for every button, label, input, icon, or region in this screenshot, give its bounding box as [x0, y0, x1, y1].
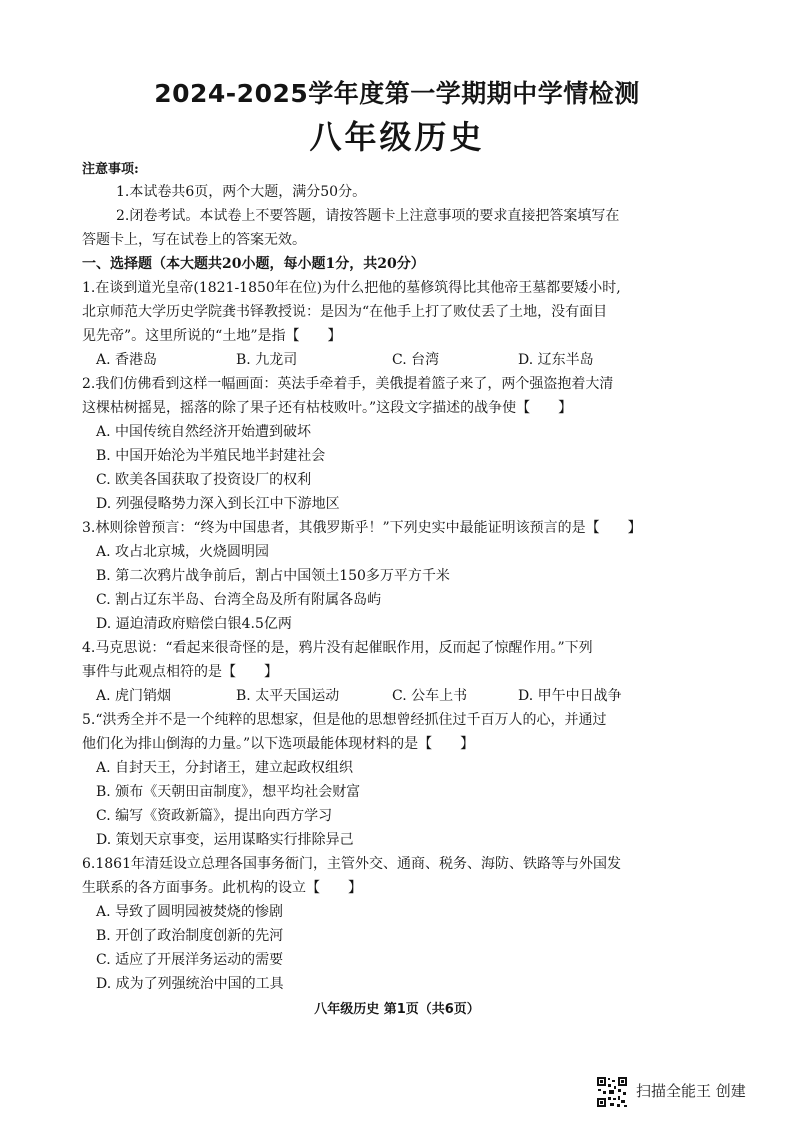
question-text: 3.林则徐曾预言：“终为中国患者，其俄罗斯乎！”下列史实中最能证明该预言的是【 】: [82, 520, 642, 536]
option-a: A. 虎门销烟: [96, 688, 172, 704]
option-c: C. 编写《资政新篇》，提出向西方学习: [96, 808, 333, 824]
question-text: 4.马克思说：“看起来很奇怪的是，鸦片没有起催眠作用，反而起了惊醒作用。”下列: [82, 640, 593, 656]
option-d: D. 成为了列强统治中国的工具: [96, 976, 284, 992]
question-text: 1.在谈到道光皇帝(1821-1850年在位)为什么把他的墓修筑得比其他帝王墓都要矮小时,: [82, 280, 621, 296]
option-a: A. 香港岛: [96, 352, 158, 368]
option-b: B. 颁布《天朝田亩制度》，想平均社会财富: [96, 784, 361, 800]
subject-title: 八年级历史: [309, 118, 485, 156]
question-5: [82, 708, 722, 852]
option-b: B. 开创了政治制度创新的先河: [96, 928, 284, 944]
question-text: 事件与此观点相符的是【 】: [82, 664, 278, 680]
section-1-title: 一、选择题（本大题共20小题，每小题1分，共20分）: [82, 256, 425, 272]
option-c: C. 欧美各国获取了投资设厂的权利: [96, 472, 312, 488]
notice-item-1: 1.本试卷共6页，两个大题，满分50分。: [116, 184, 367, 200]
question-6: [82, 852, 722, 996]
question-text: 北京师范大学历史学院龚书铎教授说：是因为“在他手上打了败仗丢了土地，没有面目: [82, 304, 608, 320]
option-a: A. 导致了圆明园被焚烧的惨剧: [96, 904, 284, 920]
qr-code-icon: [596, 1076, 628, 1108]
notice-heading: 注意事项:: [82, 162, 139, 177]
question-text: 他们化为排山倒海的力量。”以下选项最能体现材料的是【 】: [82, 736, 475, 752]
exam-body: [82, 160, 722, 996]
options-row: [82, 684, 722, 708]
option-d: D. 列强侵略势力深入到长江中下游地区: [96, 496, 340, 512]
option-d: D. 辽东半岛: [518, 352, 594, 368]
option-d: D. 逼迫清政府赔偿白银4.5亿两: [96, 616, 292, 632]
option-a: A. 中国传统自然经济开始遭到破坏: [96, 424, 312, 440]
question-text: 2.我们仿佛看到这样一幅画面：英法手牵着手，美俄提着篮子来了，两个强盗抱着大清: [82, 376, 614, 392]
exam-title: 2024-2025学年度第一学期期中学情检测: [154, 79, 640, 108]
notice-item-2-line-1: 2.闭卷考试。本试卷上不要答题，请按答题卡上注意事项的要求直接把答案填写在: [116, 208, 620, 224]
question-1: [82, 276, 722, 372]
question-2: [82, 372, 722, 516]
option-a: A. 攻占北京城，火烧圆明园: [96, 544, 270, 560]
question-text: 这棵枯树摇晃，摇落的除了果子还有枯枝败叶。”这段文字描述的战争使【 】: [82, 400, 573, 416]
option-d: D. 策划天京事变，运用谋略实行排除异己: [96, 832, 354, 848]
question-text: 6.1861年清廷设立总理各国事务衙门，主管外交、通商、税务、海防、铁路等与外国发: [82, 856, 621, 872]
option-d: D. 甲午中日战争: [518, 688, 622, 704]
question-3: [82, 516, 722, 636]
question-text: 见先帝”。这里所说的“土地”是指【 】: [82, 328, 342, 344]
option-c: C. 适应了开展洋务运动的需要: [96, 952, 284, 968]
option-c: C. 台湾: [392, 352, 440, 368]
option-b: B. 太平天国运动: [236, 688, 340, 704]
question-text: 生联系的各方面事务。此机构的设立【 】: [82, 880, 362, 896]
option-b: B. 第二次鸦片战争前后，割占中国领土150多万平方千米: [96, 568, 450, 584]
notice-item-2-line-2: 答题卡上，写在试卷上的答案无效。: [82, 232, 306, 248]
option-c: C. 公车上书: [392, 688, 468, 704]
options-row: [82, 348, 722, 372]
scanner-watermark: 扫描全能王 创建: [636, 1082, 746, 1100]
page-footer: 八年级历史 第1页（共6页）: [314, 1002, 480, 1017]
option-b: B. 中国开始沦为半殖民地半封建社会: [96, 448, 326, 464]
question-text: 5.“洪秀全并不是一个纯粹的思想家，但是他的思想曾经抓住过千百万人的心，并通过: [82, 712, 607, 728]
question-4: [82, 636, 722, 708]
option-b: B. 九龙司: [236, 352, 298, 368]
option-c: C. 割占辽东半岛、台湾全岛及所有附属各岛屿: [96, 592, 382, 608]
option-a: A. 自封天王，分封诸王，建立起政权组织: [96, 760, 354, 776]
